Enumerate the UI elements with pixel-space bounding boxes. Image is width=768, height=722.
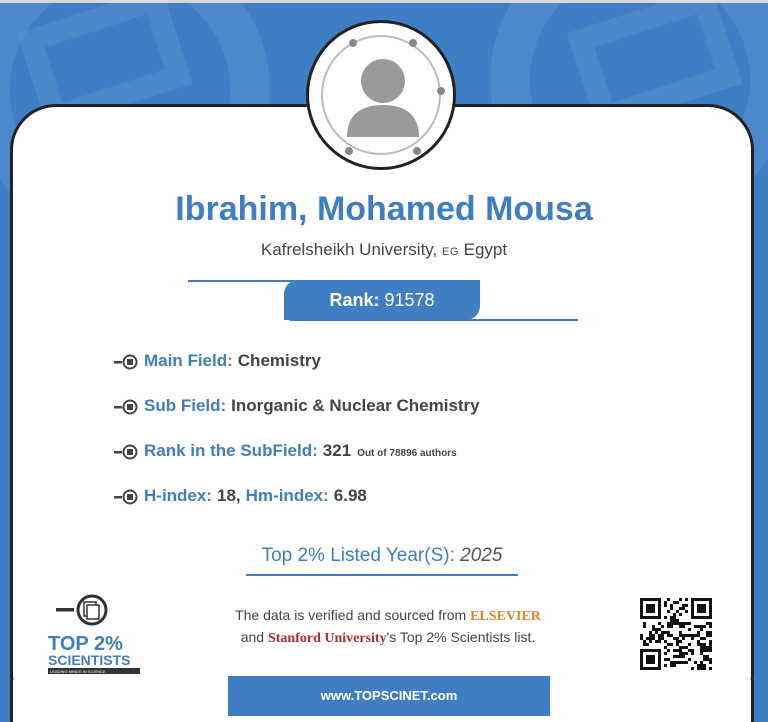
listed-underline <box>246 574 518 576</box>
rank-value: 91578 <box>384 290 435 310</box>
main-field-label: Main Field: <box>144 351 233 370</box>
hindex-label: H-index: <box>144 486 212 505</box>
subfield-rank-note: Out of 78896 authors <box>357 447 457 459</box>
country-code: EG <box>441 246 459 258</box>
logo-tagline: LEADING MINDS IN SCIENCE <box>50 669 106 674</box>
main-field-row <box>114 351 321 371</box>
affiliation <box>0 240 768 260</box>
hindex-row <box>114 486 367 506</box>
qr-code-icon[interactable] <box>640 598 712 670</box>
top-scientists-logo <box>46 592 146 676</box>
hm-index-value: 6.98 <box>333 486 367 505</box>
magnifier-document-icon <box>114 487 140 505</box>
stanford-brand: Stanford University <box>267 631 387 646</box>
rank-label: Rank: <box>329 290 380 310</box>
avatar-dot <box>345 147 353 155</box>
country: Egypt <box>463 240 508 259</box>
source-line2-suffix: 's Top 2% Scientists list. <box>386 629 536 645</box>
avatar-dot <box>409 39 417 47</box>
institution: Kafrelsheikh University, <box>260 240 438 259</box>
source-line2-prefix: and <box>240 629 265 645</box>
rank-badge <box>284 280 480 320</box>
person-silhouette-icon <box>323 37 441 155</box>
sub-field-row <box>114 396 480 416</box>
avatar <box>306 20 456 170</box>
hindex-value: 18 <box>217 486 236 505</box>
magnifier-document-icon <box>114 397 140 415</box>
magnifier-document-icon <box>114 442 140 460</box>
listed-label: Top 2% Listed Year(S): <box>261 545 455 566</box>
scientist-name: Ibrahim, Mohamed Mousa <box>175 190 593 228</box>
magnifier-document-icon <box>114 352 140 370</box>
avatar-dot <box>349 39 357 47</box>
logo-line1: TOP 2% <box>48 633 123 655</box>
logo-line2: SCIENTISTS <box>48 652 131 668</box>
source-line1: The data is verified and sourced from <box>235 607 467 623</box>
sub-field-label: Sub Field: <box>144 396 227 415</box>
avatar-dot <box>413 147 421 155</box>
listed-years <box>246 545 518 567</box>
source-statement <box>196 605 580 649</box>
website-link[interactable]: www.TOPSCINET.com <box>228 676 550 716</box>
sub-field-value: Inorganic & Nuclear Chemistry <box>231 396 480 415</box>
listed-year-value: 2025 <box>460 545 503 566</box>
elsevier-brand: ELSEVIER <box>470 609 541 624</box>
hm-index-label: Hm-index: <box>245 486 329 505</box>
subfield-rank-row <box>114 441 457 461</box>
subfield-rank-label: Rank in the SubField: <box>144 441 318 460</box>
subfield-rank-value: 321 <box>322 441 352 460</box>
avatar-frame <box>321 35 441 155</box>
hindex-separator: , <box>235 486 241 505</box>
avatar-dot <box>437 87 445 95</box>
main-field-value: Chemistry <box>237 351 321 370</box>
